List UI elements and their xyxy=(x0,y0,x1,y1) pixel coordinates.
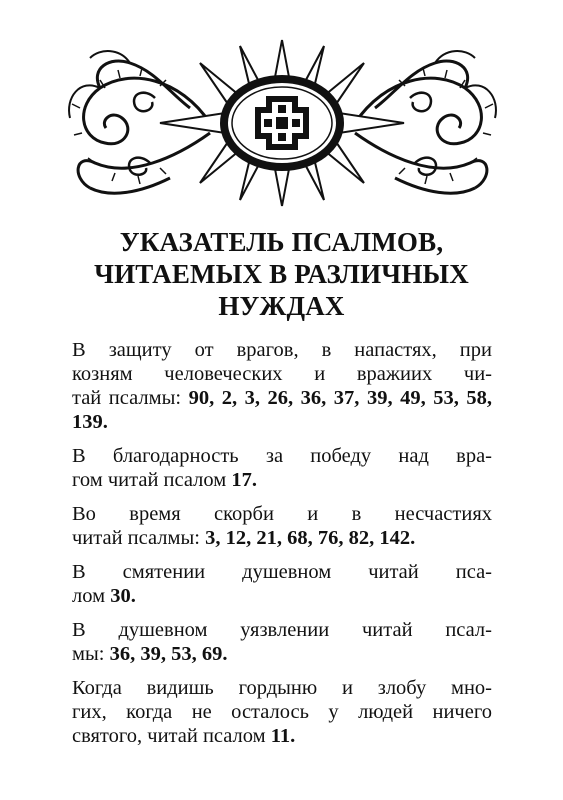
psalm-numbers: 139. xyxy=(72,411,108,433)
text-line: тай псалмы: 90, 2, 3, 26, 36, 37, 39, 49, 53, 58, xyxy=(72,387,492,409)
psalm-numbers: 36, 39, 53, 69. xyxy=(109,643,228,665)
title-line: НУЖДАХ xyxy=(218,291,345,321)
text-line: Во время скорби и в несчастиях xyxy=(72,503,492,525)
list-item xyxy=(72,618,492,666)
title-line: УКАЗАТЕЛЬ ПСАЛМОВ, xyxy=(119,227,444,257)
text-line: гих, когда не осталось у людей ничего xyxy=(72,701,492,723)
title-line: ЧИТАЕМЫХ В РАЗЛИЧНЫХ xyxy=(94,259,469,289)
text-line: читай псалмы: 3, 12, 21, 68, 76, 82, 142. xyxy=(72,527,416,549)
text-line: В защиту от врагов, в напастях, при xyxy=(72,339,492,361)
text-line: лом 30. xyxy=(72,585,136,607)
text-line: Когда видишь гордыню и злобу мно- xyxy=(72,677,492,699)
list-item xyxy=(72,560,492,608)
psalm-numbers: 30. xyxy=(110,585,136,607)
list-item xyxy=(72,338,492,434)
page-title xyxy=(40,226,523,322)
text-line: мы: 36, 39, 53, 69. xyxy=(72,643,228,665)
psalm-numbers: 11. xyxy=(270,725,296,747)
text-line xyxy=(72,410,492,434)
text-line: козням человеческих и вражиих чи- xyxy=(72,363,492,385)
text-line: святого, читай псалом 11. xyxy=(72,725,296,747)
text-line: В благодарность за победу над вра- xyxy=(72,445,492,467)
list-item xyxy=(72,502,492,550)
list-item xyxy=(72,676,492,748)
psalm-numbers: 3, 12, 21, 68, 76, 82, 142. xyxy=(205,527,416,549)
text-line: гом читай псалом 17. xyxy=(72,469,257,491)
psalm-numbers: 90, 2, 3, 26, 36, 37, 39, 49, 53, 58, xyxy=(188,387,492,409)
text-line: В душевном уязвлении читай псал- xyxy=(72,619,492,641)
text-line: В смятении душевном читай пса- xyxy=(72,561,492,583)
psalm-numbers: 17. xyxy=(231,469,257,491)
psalm-index-list xyxy=(72,338,492,758)
decorative-headpiece xyxy=(60,38,505,208)
list-item xyxy=(72,444,492,492)
